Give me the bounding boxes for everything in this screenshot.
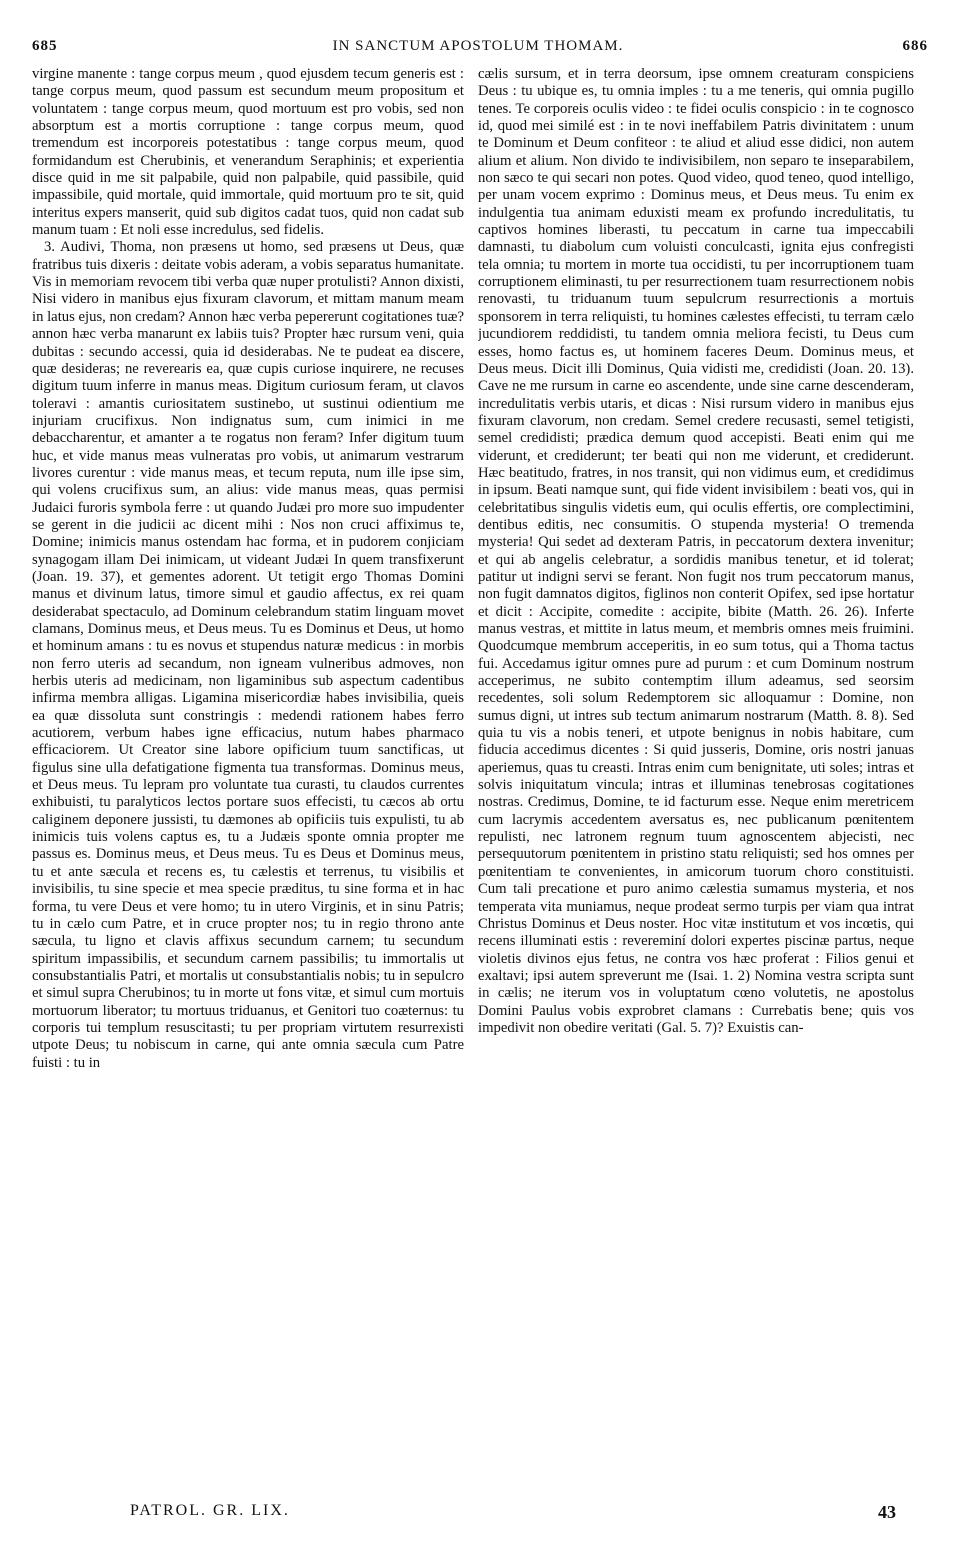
page-number-right: 686: [902, 38, 928, 54]
footer-signature: PATROL. GR. LIX.: [130, 1502, 290, 1519]
footer-sheet-number: 43: [878, 1502, 896, 1522]
page-footer: [0, 1502, 955, 1532]
right-column: [478, 66, 914, 1486]
right-paragraph-1: cælis sursum, et in terra deorsum, ipse omnem creaturam conspiciens Deus : tu ubique es, tu omnia imples : tu a me teneris, qui omnia pugillo tenes. Te corporeis oculis video : te fidei oculis conspicio : in te cognosco id, quod mei similé est : in te novi ineffabilem Patris divinitatem : unum te Dominum et Deum confiteor : te aliud et aliud esse didici, non autem alium et alium. Non divido te indivisibilem, non separo te inseparabilem, non sæco te qui secari non potes. Quod video, quod teneo, quod intelligo, per unam vocem exprimo : Dominus meus, et Deus meus. Tu enim ex indulgentia tua animam eduxisti meam ex profundo incredulitatis, tu captivos homines liberasti, tu peccatum in carne tua impeccabili damnasti, tu diabolum cum voluisti conculcasti, ignita ejus confregisti tela omnia; tu mortem in morte tua occidisti, tu per incorruptionem tuam corruptionem eliminasti, tu per resurrectionem tuam resurrectionem nobis renovasti, tu triduanum tuum sepulcrum resurrectionis a mortuis sponsorem in terra reliquisti, tu homines cælestes effecisti, tu terram cælo jucundiorem reddidisti, tu tandem omnia meliora fecisti, tu Deus cum esses, homo factus es, ut hominem faceres Deum. Dominus meus, et Deus meus. Dicit illi Dominus, Quia vidisti me, credidisti (Joan. 20. 13). Cave ne me rursum in carne eo ascendente, unde sine carne descenderam, incredulitatis verbis utaris, et dicas : Nisi rursum videro in manibus ejus fixuram clavorum, non credam. Semel credere recusasti, semel tetigisti, semel credidisti; prædica demum quod accepisti. Beati enim qui me viderunt, et crediderunt; ter beati qui non me viderunt, et crediderunt. Hæc beatitudo, fratres, in nos transit, qui non vidimus eum, et credidimus in ipsum. Beati namque sunt, qui fide vident invisibilem : beati vos, qui in celebritatibus singulis videtis eum, qui oculis effertis, ore complectimini, dentibus editis, nec consumitis. O stupenda mysteria! O tremenda mysteria! Qui sedet ad dexteram Patris, in peccatorum dextera invenitur; et qui ab angelis celebratur, a sordidis manibus tenetur, et id tolerat; patitur ut indigni servi se ferant. Non fugit nos trum peccatorum manus, non fugit damnatos digitos, figlinos non conterit Opifex, sed ipse hortatur et dicit : Accipite, comedite : accipite, bibite (Matth. 26. 26). Inferte manus vestras, et mittite in latus meum, et membris omnes meis fruimini. Quodcumque membrum acceperitis, in eo sum totus, qui a Thoma tactus fui. Accedamus igitur omnes pure ad purum : et cum Dominum nostrum acceperimus, ne subito contemptim illum adeamus, sed seorsim recedentes, soli solum Redemptorem sic alloquamur : Domine, non sumus digni, ut intres sub tectum animarum nostrarum (Matth. 8. 8). Sed quia tu vis a nobis teneri, et utpote benignus in nobis habitare, cum fiducia accedimus dicentes : Si quid jusseris, Domine, oris nostri januas aperiemus, quas tu creasti. Intras enim cum benignitate, uti soles; intras et solvis iniquitatum vincula; intras et illuminas tenebrosas cogitationes nostras. Credimus, Domine, te id facturum esse. Neque enim meretricem cum lacrymis accedentem aversatus es, nec publicanum pœnitentem repulisti, nec latronem regnum tuum agnoscentem abjecisti, nec persequutorum pœnitentem in pristino statu reliquisti; sed hos omnes per pœnitentiam te convenientes, in amicorum tuorum choro constituisti. Cum tali precatione et puro animo cælestia sumamus mysteria, et nos temperata vita muniamus, neque prodeat sermo turpis per viam qua intrat Christus Dominus et Deus noster. Hoc vitæ institutum et vos incœtis, qui recens illuminati estis : revereminí dolori expertes piscinæ partus, neque violetis divinos ejus fetus, ne contra vos hæc proferat : Filios genui et exaltavi; ipsi autem spreverunt me (Isai. 1. 2) Nomina vestra scripta sunt in cælis; ne iterum vos in voluptatum cœno volutetis, ne apostolus Domini Paulus vobis exprobret clamans : Currebatis bene; quis vos impedivit non obedire veritati (Gal. 5. 7)? Exuistis can-: [478, 66, 914, 1036]
left-paragraph-2: 3. Audivi, Thoma, non præsens ut homo, sed præsens ut Deus, quæ fratribus tuis dixeris : deitate vobis aderam, a vobis separatus humanitate. Vis in memoriam revocem tibi verba quæ nuper protulisti? Annon dixisti, Nisi videro in manibus ejus fixuram clavorum, et mittam manum meam in latus ejus, non credam? Annon hæc verba pepererunt cogitationes tuæ? annon hæc verba manarunt ex labiis tuis? Propter hæc rursum veni, quia dubitas : secundo accessi, quia id desiderabas. Ne te pudeat ea discere, quæ desideras; ne reverearis ea, quæ cupis curiose inquirere, ne recuses digitum tuum inferre in manus meas. Digitum curiosum feram, ut clavos toleravi : amantis curiositatem sustinebo, ut sustinui odientium me injuriam crucifixus. Non indignatus sum, cum inimici in me debaccharentur, et amanter a te rogatus non feram? Infer digitum tuum huc, et vide manus meas vulneratas pro vobis, ut animarum vestrarum livores curentur : vide manus meas, et tecum reputa, num ille ipse sim, qui volens crucifixus sum, an alius: vide manus meas, quas permisi Judaici furoris symbola ferre : ut quando Judæi pro more suo impudenter se gerent in die judicii ac dicent mihi : Nos non cruci affiximus te, Domine; inimicis manus ostendam hac forma, et in pudorem conjiciam synagogam illam Dei inimicam, ut videant Judæi In quem transfixerunt (Joan. 19. 37), et gementes adorent. Ut tetigit ergo Thomas Domini manus et divinum latus, timore simul et gaudio affectus, ex rei quam desiderabat spectaculo, ad Dominum celebrandum statim linguam movet clamans, Dominus meus, et Deus meus. Tu es Dominus et Deus, ut homo et hominum amans : tu es novus et stupendus naturæ medicus : in morbis non ferro uteris ad secandum, non igneam vulneribus admoves, non herbis uteris ad medicinam, non ligaminibus sub aspectum cadentibus infirma membra alligas. Ligamina misericordiæ habes invisibilia, queis ea quæ dissoluta sunt constringis : medendi rationem habes ferro acutiorem, verbum habes igne efficacius, nutum habes pharmaco efficaciorem. Ut Creator sine labore opificium tuum sanctificas, ut figulus sine ulla defatigatione figmenta tua transformas. Dominus meus, et Deus meus. Tu lepram pro voluntate tua curasti, tu claudos currentes exhibuisti, tu paralyticos lectos portare suos effecisti, tu cæcos ab ortu caliginem deponere jussisti, tu dæmones ab opificiis tuis expulisti, tu ab inimicis tuis volens captus es, tu a Judæis sponte omnia propter me passus es. Dominus meus, et Deus meus. Tu es Deus et Dominus meus, tu et ante sæcula et recens es, tu cælestis et terrenus, tu visibilis et invisibilis, tu sine specie et mea specie præditus, tu sine forma et in hac forma, tu vere Deus et vere homo; tu in utero Virginis, et in sinu Patris; tu in cælo cum Patre, et in cruce propter nos; tu in regio throno ante sæcula, tu ligno et clavis affixus secundum carnem; tu secundum spiritum impassibilis, et secundum carnem passibilis; tu immortalis ut consubstantialis Patri, et mortalis ut consubstantialis nobis; tu in sepulcro et simul supra Cherubinos; tu in morte ut fons vitæ, et simul cum mortuis mortuorum liberator; tu mortuus triduanus, et Genitori tuo coæternus: tu corporis tui templum resuscitasti; tu per propriam virtutem resurrexisti utpote Deus; tu nobiscum in carne, qui ante omnia sæcula cum Patre fuisti : tu in: [32, 239, 464, 1071]
running-title: IN SANCTUM APOSTOLUM THOMAM.: [332, 38, 624, 54]
page-number-left: 685: [32, 38, 58, 54]
left-column: [32, 66, 464, 1486]
page-header: [28, 38, 928, 60]
left-paragraph-1: virgine manente : tange corpus meum , quod ejusdem tecum generis est : tange corpus meum, quod passum est secundum meum propositum et voluntatem : tange corpus meum, quod mortuum est pro vobis, sed non absorptum est a mortis corruptione : tange corpus meum, quod tremendum est incorporeis potestatibus : tange corpus meum, quod formidandum est Cherubinis, et venerandum Seraphinis; et experientia disce quid in me sit palpabile, quid non palpabile, quid passibile, quid impassibile, quid mortale, quid immortale, quid mortuum pro te sit, quid interitus expers manserit, quid sub digitos cadat tuos, quid non cadat sub manum tuam : Et noli esse incredulus, sed fidelis.: [32, 66, 464, 239]
